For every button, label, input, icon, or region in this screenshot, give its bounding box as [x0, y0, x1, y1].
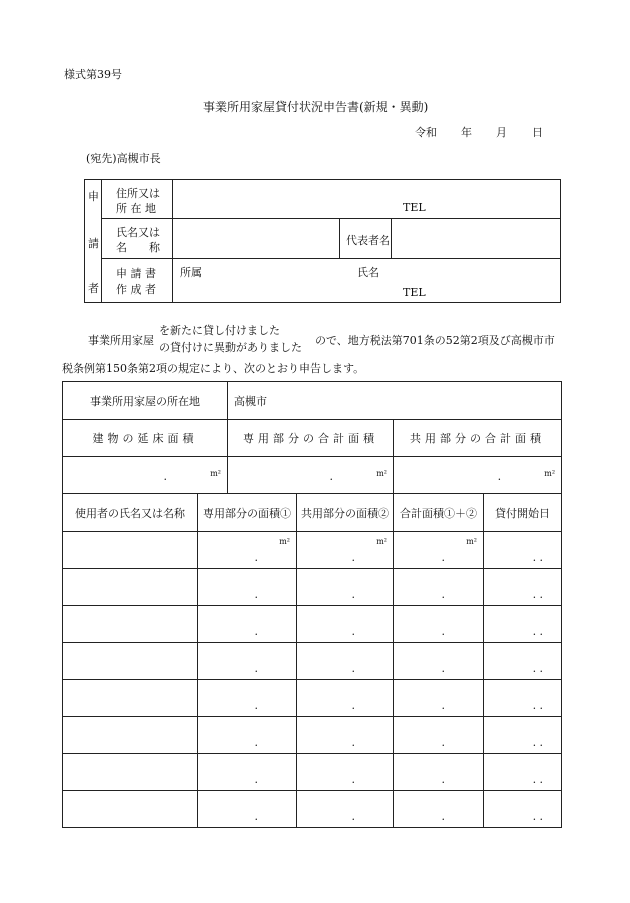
applicant-side-label-1: 申 — [88, 190, 99, 203]
table-row — [63, 717, 562, 754]
column-header-start-date: 貸付開始日 — [484, 494, 562, 532]
address-field[interactable] — [181, 182, 551, 216]
total-area-cell[interactable]: m² . — [394, 532, 484, 569]
total-floor-area-header: 建物の延床面積 — [63, 420, 228, 457]
table-row — [63, 532, 562, 569]
total-area-cell[interactable]: . — [394, 680, 484, 717]
applicant-side-label-3: 者 — [88, 282, 99, 295]
table-row — [63, 754, 562, 791]
user-name-cell[interactable] — [63, 791, 198, 828]
common-area-total-value[interactable]: . m² — [394, 457, 562, 494]
table-row — [63, 791, 562, 828]
user-name-cell[interactable] — [63, 717, 198, 754]
exclusive-area-cell[interactable]: . — [198, 569, 297, 606]
user-name-cell[interactable] — [63, 606, 198, 643]
start-date-cell[interactable]: . . — [484, 569, 562, 606]
addressee: (宛先)高槻市長 — [86, 152, 161, 165]
statement-prefix: 事業所用家屋 — [88, 334, 154, 347]
date-day-label: 日 — [532, 126, 543, 139]
table-row — [63, 680, 562, 717]
applicant-side-label-2: 請 — [88, 237, 99, 250]
exclusive-area-total-header: 専用部分の合計面積 — [228, 420, 394, 457]
column-header-exclusive-area: 専用部分の面積① — [198, 494, 297, 532]
common-area-cell[interactable]: . — [297, 754, 394, 791]
statement-line2: 税条例第150条第2項の規定により、次のとおり申告します。 — [62, 362, 365, 375]
column-header-user-name: 使用者の氏名又は名称 — [63, 494, 198, 532]
table-row — [63, 643, 562, 680]
exclusive-area-cell[interactable]: . — [198, 643, 297, 680]
address-label-line2: 所 在 地 — [116, 202, 156, 215]
location-label: 事業所用家屋の所在地 — [63, 382, 228, 420]
total-area-cell[interactable]: . — [394, 606, 484, 643]
common-area-cell[interactable]: m² . — [297, 532, 394, 569]
common-area-total-header: 共用部分の合計面積 — [394, 420, 562, 457]
address-label-line1: 住所又は — [116, 187, 160, 200]
total-area-cell[interactable]: . — [394, 754, 484, 791]
statement-suffix: ので、地方税法第701条の52第2項及び高槻市市 — [315, 334, 555, 347]
total-area-cell[interactable]: . — [394, 569, 484, 606]
exclusive-area-cell[interactable]: . — [198, 717, 297, 754]
total-area-cell[interactable]: . — [394, 643, 484, 680]
exclusive-area-cell[interactable]: m² . — [198, 532, 297, 569]
form-title: 事業所用家屋貸付状況申告書(新規・異動) — [203, 100, 429, 114]
start-date-cell[interactable]: . . — [484, 606, 562, 643]
start-date-cell[interactable]: . . — [484, 791, 562, 828]
preparer-label-line1: 申 請 書 — [116, 267, 156, 280]
common-area-cell[interactable]: . — [297, 643, 394, 680]
total-floor-area-value[interactable]: . m² — [63, 457, 228, 494]
name-field[interactable] — [179, 221, 335, 255]
column-header-common-area: 共用部分の面積② — [297, 494, 394, 532]
start-date-cell[interactable]: . . — [484, 717, 562, 754]
applicant-table — [84, 179, 561, 303]
common-area-cell[interactable]: . — [297, 791, 394, 828]
exclusive-area-cell[interactable]: . — [198, 606, 297, 643]
exclusive-area-total-value[interactable]: . m² — [228, 457, 394, 494]
user-name-cell[interactable] — [63, 643, 198, 680]
start-date-cell[interactable]: . . — [484, 532, 562, 569]
user-name-cell[interactable] — [63, 569, 198, 606]
user-name-cell[interactable] — [63, 680, 198, 717]
date-era: 令和 — [415, 126, 437, 139]
form-number: 様式第39号 — [64, 68, 122, 81]
common-area-cell[interactable]: . — [297, 680, 394, 717]
total-area-cell[interactable]: . — [394, 717, 484, 754]
statement-option-change: の貸付けに異動がありました — [159, 341, 302, 354]
table-row — [63, 569, 562, 606]
start-date-cell[interactable]: . . — [484, 643, 562, 680]
representative-field[interactable] — [397, 221, 555, 255]
location-value[interactable]: 高槻市 — [228, 382, 562, 420]
statement-option-new: を新たに貸し付けました — [159, 324, 280, 337]
start-date-cell[interactable]: . . — [484, 680, 562, 717]
common-area-cell[interactable]: . — [297, 717, 394, 754]
representative-label: 代表者名 — [346, 234, 390, 247]
preparer-name-label: 氏名 — [357, 266, 379, 279]
common-area-cell[interactable]: . — [297, 569, 394, 606]
table-row — [63, 606, 562, 643]
date-year-label: 年 — [461, 126, 472, 139]
affiliation-label: 所属 — [180, 266, 202, 279]
preparer-tel-label: TEL — [403, 286, 426, 299]
user-name-cell[interactable] — [63, 754, 198, 791]
user-name-cell[interactable] — [63, 532, 198, 569]
exclusive-area-cell[interactable]: . — [198, 754, 297, 791]
name-label-line1: 氏名又は — [116, 226, 160, 239]
exclusive-area-cell[interactable]: . — [198, 680, 297, 717]
total-area-cell[interactable]: . — [394, 791, 484, 828]
preparer-label-line2: 作 成 者 — [116, 283, 156, 296]
exclusive-area-cell[interactable]: . — [198, 791, 297, 828]
common-area-cell[interactable]: . — [297, 606, 394, 643]
column-header-total-area: 合計面積①＋② — [394, 494, 484, 532]
rental-table — [62, 381, 562, 828]
date-month-label: 月 — [496, 126, 507, 139]
name-label-line2: 名 称 — [116, 241, 160, 254]
address-tel-label: TEL — [403, 201, 426, 214]
start-date-cell[interactable]: . . — [484, 754, 562, 791]
